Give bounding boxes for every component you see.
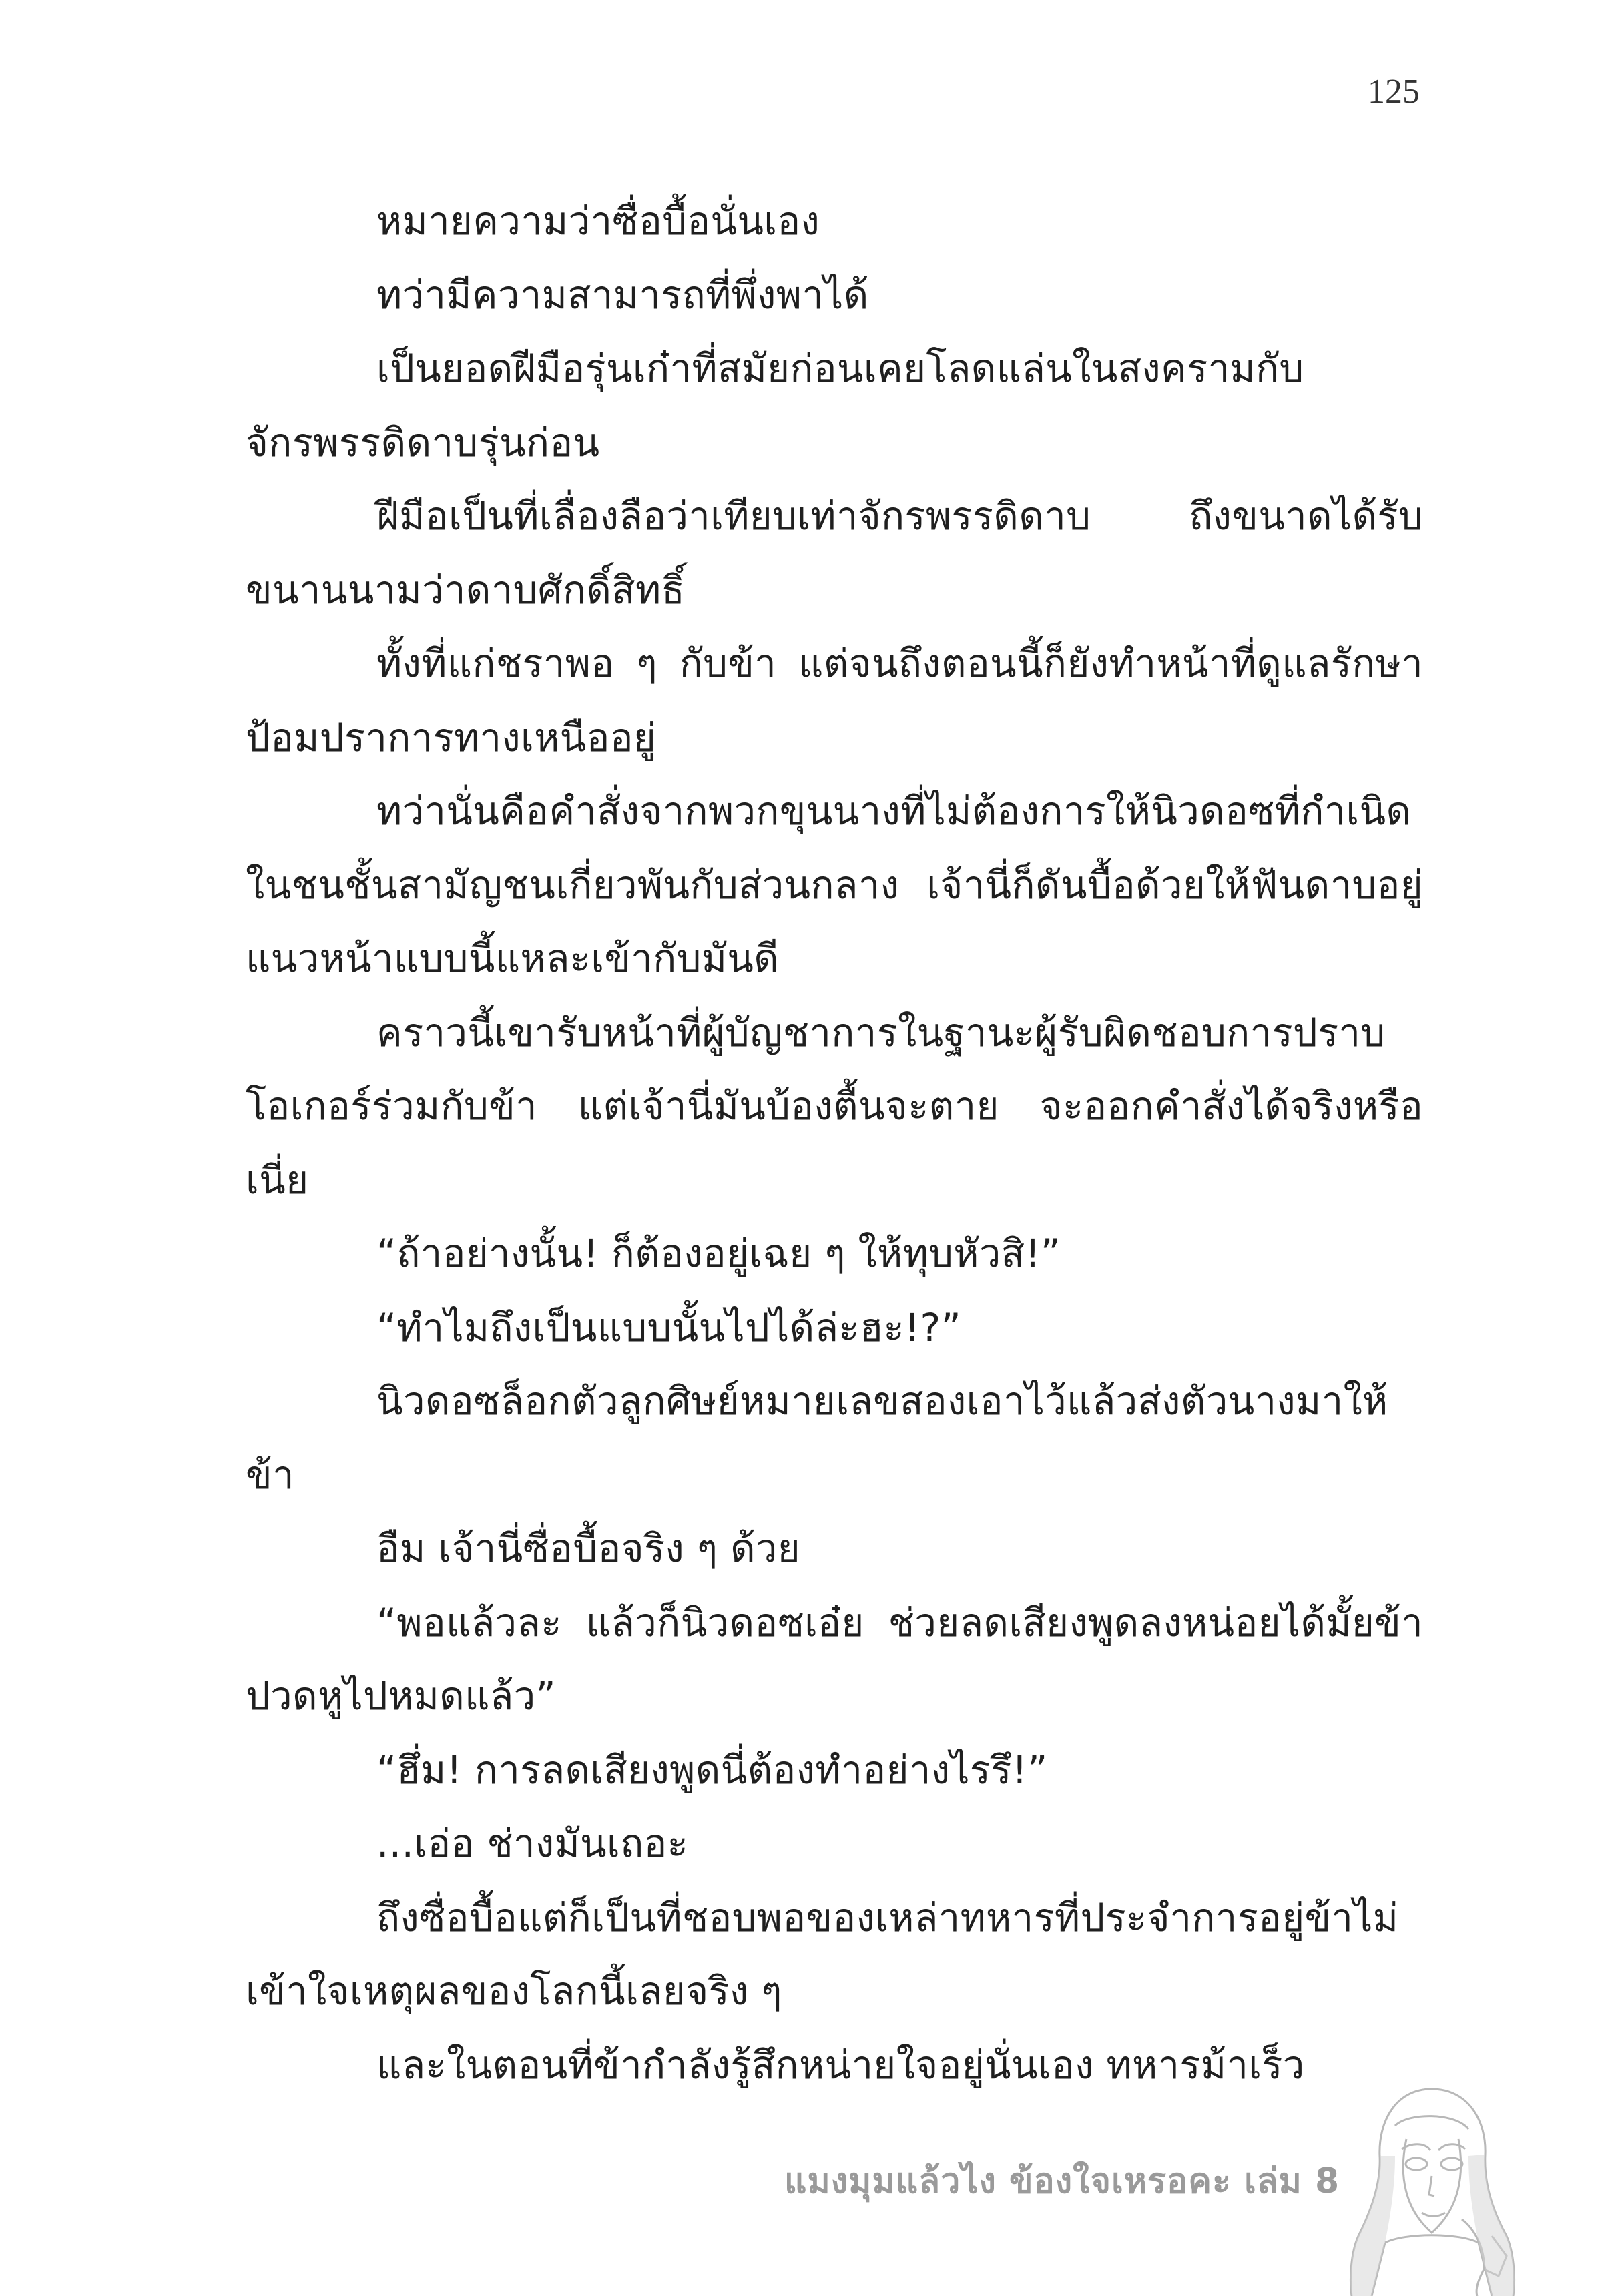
paragraph: ...เอ่อ ช่างมันเถอะ (376, 1821, 689, 1866)
running-footer-title: แมงมุมแล้วไง ข้องใจเหรอคะ เล่ม 8 (784, 2161, 1340, 2201)
paragraph: “ฮึ่ม! การลดเสียงพูดนี่ต้องทำอย่างไรรึ!” (376, 1747, 1048, 1793)
paragraph: คราวนี้เขารับหน้าที่ผู้บัญชาการในฐานะผู้รับผิดชอบการปราบโอเกอร์ร่วมกับข้า แต่เจ้านี่มันบ้องตื้นจะตาย จะออกคำสั่งได้จริงหรือเนี่ย (246, 1009, 1423, 1203)
paragraph: ทว่านั่นคือคำสั่งจากพวกขุนนางที่ไม่ต้องการให้นิวดอซที่กำเนิดในชนชั้นสามัญชนเกี่ยวพันกับส่วนกลาง เจ้านี่ก็ดันบื้อด้วยให้ฟันดาบอยู่แนวหน้าแบบนี้แหละเข้ากับมันดี (246, 788, 1423, 981)
paragraph: ฝีมือเป็นที่เลื่องลือว่าเทียบเท่าจักรพรรดิดาบ ถึงขนาดได้รับขนานนามว่าดาบศักดิ์สิทธิ์ (246, 493, 1423, 613)
paragraph: เป็นยอดฝีมือรุ่นเก๋าที่สมัยก่อนเคยโลดแล่นในสงครามกับจักรพรรดิดาบรุ่นก่อน (246, 346, 1304, 465)
paragraph: “พอแล้วละ แล้วก็นิวดอซเอ๋ย ช่วยลดเสียงพูดลงหน่อยได้มั้ยข้าปวดหูไปหมดแล้ว” (246, 1599, 1423, 1719)
paragraph: หมายความว่าซื่อบื้อนั่นเอง (376, 198, 820, 244)
paragraph: “ถ้าอย่างนั้น! ก็ต้องอยู่เฉย ๆ ให้ทุบหัวสิ!” (376, 1231, 1061, 1276)
body-text (246, 184, 1423, 2102)
paragraph: อืม เจ้านี่ซื่อบื้อจริง ๆ ด้วย (376, 1526, 801, 1571)
paragraph: และในตอนที่ข้ากำลังรู้สึกหน่ายใจอยู่นั่นเอง ทหารม้าเร็ว (376, 2042, 1305, 2088)
paragraph: ทว่ามีความสามารถที่พึ่งพาได้ (376, 272, 869, 318)
character-illustration-icon (1332, 2076, 1532, 2296)
paragraph: ทั้งที่แก่ชราพอ ๆ กับข้า แต่จนถึงตอนนี้ก็ยังทำหน้าที่ดูแลรักษาป้อมปราการทางเหนืออยู่ (246, 641, 1423, 760)
page-number: 125 (1368, 73, 1420, 111)
paragraph: นิวดอซล็อกตัวลูกศิษย์หมายเลขสองเอาไว้แล้วส่งตัวนางมาให้ข้า (246, 1378, 1388, 1498)
paragraph: “ทำไมถึงเป็นแบบนั้นไปได้ล่ะฮะ!?” (376, 1304, 961, 1350)
paragraph: ถึงซื่อบื้อแต่ก็เป็นที่ชอบพอของเหล่าทหารที่ประจำการอยู่ข้าไม่เข้าใจเหตุผลของโลกนี้เลยจริง ๆ (246, 1894, 1399, 2014)
